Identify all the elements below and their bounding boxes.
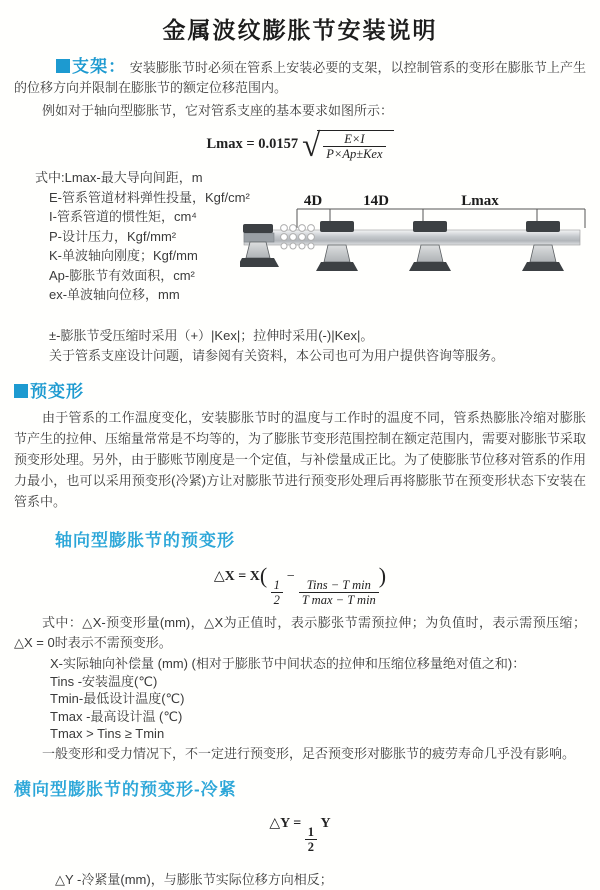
- definition-line: Ap-膨胀节有效面积，cm²: [49, 267, 195, 283]
- parameter-line: Tins -安装温度(℃): [50, 673, 158, 689]
- axial-formula-note: 式中：△X-预变形量(mm)，△X为正值时，表示膨张节需预拉伸；为负值时，表示需预压缩；△X = 0时表示不需预变形。: [14, 615, 586, 650]
- section-bullet-icon: [14, 384, 28, 398]
- fraction-numerator: E×I: [323, 132, 385, 147]
- temperature-fraction: [299, 578, 379, 607]
- definition-line: P-设计压力，Kgf/mm²: [49, 228, 177, 244]
- predeform-heading-label: 预变形: [30, 382, 84, 401]
- predeform-paragraph: 由于管系的工作温度变化，安装膨胀节时的温度与工作时的温度不同，管系热膨胀冷缩对膨胀节产生的拉伸、压缩量常常是不均等的，为了膨胀节变形范围控制在额定范围内，需要对膨胀节采取预变形处理。另外，由于膨账节刚度是一个定值，与补偿量成正比。为了使膨胀节位移对管系的作用力最小，也可以采用预变形(冷紧)方让对膨胀节进行预变形处理后再将膨胀节在预变形状态下安装在管系中。: [14, 410, 587, 509]
- lmax-formula-lhs: Lmax = 0.0157: [206, 136, 299, 152]
- fraction-denominator: P×Ap±Kex: [326, 147, 383, 161]
- section-bullet-icon: [56, 59, 70, 73]
- minus-sign: −: [286, 569, 295, 584]
- lmax-formula: [0, 128, 600, 164]
- guide-support: [316, 221, 358, 271]
- support-heading-label: 支架：: [72, 57, 127, 76]
- lateral-formula-lhs: △Y =: [269, 816, 302, 831]
- fraction-numerator: 1: [305, 825, 317, 840]
- definition-line: ±-膨胀节受压缩时采用（+）|Kex|；拉伸时采用(-)|Kex|。: [49, 328, 374, 343]
- parameter-line: Tmax -最高设计温 (℃): [50, 708, 183, 724]
- document-page: [0, 12, 600, 887]
- lateral-formula-rhs: Y: [320, 816, 331, 831]
- definition-line: E-管系管道材料弹性投量，Kgf/cm²: [49, 189, 250, 205]
- page-title: 金属波纹膨胀节安装说明: [162, 17, 438, 43]
- axial-formula-lhs: △X = X: [213, 569, 260, 584]
- definition-line: I-管系管道的惯性矩，cm⁴: [49, 209, 197, 224]
- fraction-denominator: 2: [273, 593, 280, 607]
- definition-line: ex-单波轴向位移，mm: [49, 287, 180, 302]
- parameter-line: X-实际轴向补偿量 (mm) (相对于膨胀节中间状态的拉伸和压缩位移量绝对值之和)：: [50, 656, 526, 671]
- consulting-note-line: 关于管系支座设计问题，请参阅有关资料，本公司也可为用户提供咨询等服务。: [49, 347, 505, 363]
- radical-sign: √: [302, 128, 321, 164]
- dim-label-14d: 14D: [363, 194, 389, 209]
- dim-label-4d: 4D: [303, 194, 323, 209]
- axial-parameters-list: [42, 655, 600, 762]
- fraction-numerator: Tins − T min: [299, 578, 379, 593]
- lateral-formula: [0, 815, 600, 854]
- predeform-section-heading: [14, 377, 600, 402]
- definitions-and-diagram: [35, 168, 600, 326]
- support-intro-text: 安装膨胀节时必须在管系上安装必要的支架，以控制管系的变形在膨胀节上产生的位移方向并限制在膨胀节的额定位移范围内。: [14, 60, 586, 95]
- guide-support: [522, 221, 564, 271]
- close-paren: ): [378, 563, 387, 588]
- anchor-pipe-stub: [244, 233, 274, 242]
- fraction-denominator: T max − T min: [301, 593, 376, 607]
- one-half-fraction: [271, 578, 283, 607]
- general-remark-line: 一般变形和受力情况下，不一定进行预变形，足否预变形对膨胀节的疲劳寿命几乎没有影响。: [42, 745, 576, 761]
- fraction-numerator: 1: [271, 578, 283, 593]
- radicand: [317, 130, 393, 161]
- open-paren: (: [259, 563, 268, 588]
- lateral-formula-note: △Y -冷紧量(mm)，与膨胀节实际位移方向相反；: [55, 872, 333, 887]
- fraction-denominator: 2: [307, 840, 314, 854]
- definition-line: 式中:Lmax-最大导向间距，m: [35, 170, 203, 185]
- parameter-line: Tmax > Tins ≥ Tmin: [50, 726, 165, 741]
- axial-subsection-heading: 轴向型膨胀节的预变形: [55, 531, 235, 550]
- axial-formula: [0, 563, 600, 607]
- support-section-heading: [56, 57, 126, 76]
- dim-label-lmax: Lmax: [461, 194, 499, 209]
- definition-line: K-单波轴向刚度；Kgf/mm: [49, 248, 198, 263]
- parameter-line: Tmin-最低设计温度(℃): [50, 691, 185, 706]
- support-paragraph: [14, 57, 586, 98]
- guide-support: [409, 221, 451, 271]
- one-half-fraction: [305, 825, 317, 854]
- fraction: [323, 132, 385, 161]
- lateral-subsection-heading: 横向型膨胀节的预变形-冷紧: [14, 780, 237, 799]
- support-example-line: 例如对于轴向型膨胀节，它对管系支座的基本要求如图所示：: [42, 103, 394, 118]
- pipe-support-diagram: [240, 194, 600, 296]
- sqrt-expression: [302, 128, 393, 164]
